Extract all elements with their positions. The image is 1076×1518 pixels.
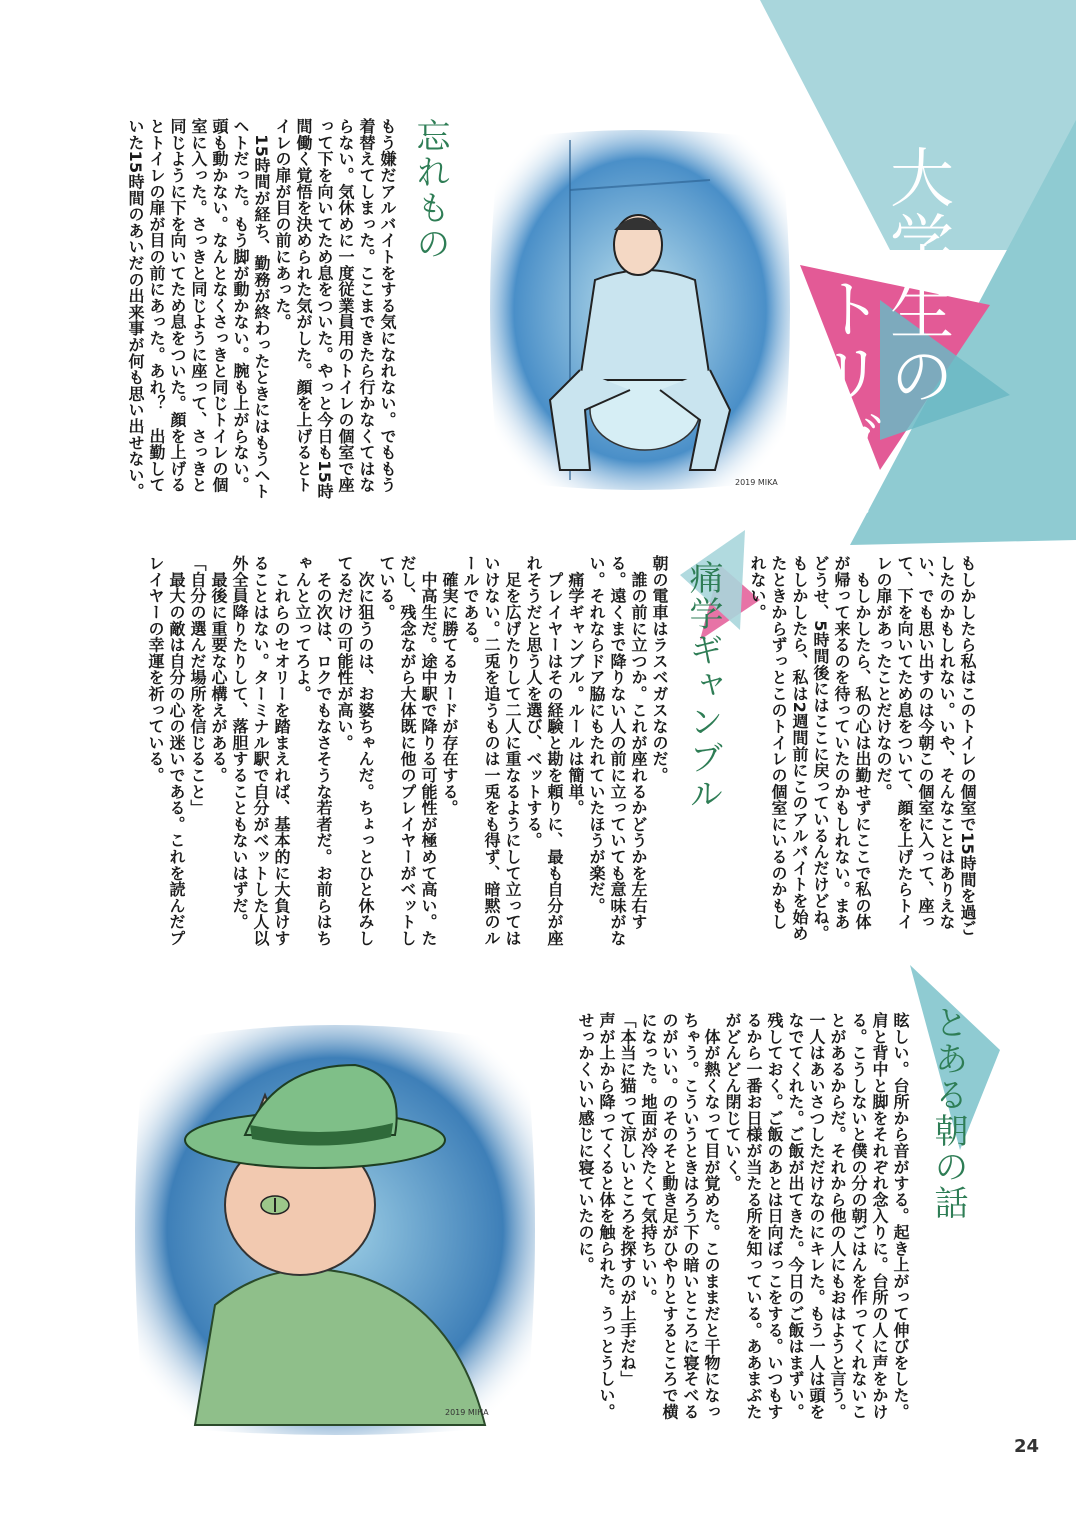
heading-wasuremono: 忘れもの — [410, 118, 450, 262]
illustration-signature: 2019 MIKA — [735, 478, 778, 487]
title-line1: 大学生の — [879, 144, 953, 409]
title-line2: ヒトリゴト — [809, 209, 883, 540]
illustration-signature-cat: 2019 MIHA — [445, 1408, 489, 1417]
page-number: 24 — [1014, 1436, 1040, 1457]
body-toaru-asa: 眩しい。台所から音がする。起き上がって伸びをした。肩と背中と脚をそれぞれ念入りに。台所の人に声をかける。こうしないと僕の分の朝ごはんを作ってくれないことがあるからだ。それから他の人にもおはようと言う。一人はあいさつしただけなのにキレた。もう一人は頭をなでてくれた。ご飯が出てきた。今日のご飯はまずい。残しておく。ご飯のあとは日向ぼっこをする。いつもするから一番お日様が当たる所を知っている。ああまぶたがどんどん閉じていく。 体が熱くなって目が覚めた。このままだと干物になっちゃう。こういうときはろう下の暗いところに寝そべるのがいい。のそのそと動き足がひやりとするところで横になった。地面が冷たくて気持ちいい。 「本当に猫って涼しいところを探すのが上手だね」 声が上から降ってくると体を触られた。うっとうしい。せっかくいい感じに寝ていたのに。 — [576, 1012, 910, 1420]
illustration-man-in-stall — [480, 120, 800, 500]
heading-tsugaku-gamble: 痛学ギャンブル — [683, 560, 723, 812]
body-wasuremono-continued: もしかしたら私はこのトイレの個室で15時間を過ごしたのかもしれない。いや、そんなことはありえない、でも思い出すのは今朝この個室に入って、座って、下を向いてため息をついて、顔を上げたらトイレの扉があったことだけなのだ。 もしかしたら、私の心は出勤せずにここで私の体が帰って来るのを待っていたのかもしれない。まあどうせ、5時間後にはここに戻っているんだけどね。もしかしたら、私は2週間前にこのアルバイトを始めたときからずっとこのトイレの個室にいるのかもしれない。 — [748, 555, 977, 942]
illustration-cat-detective — [125, 1005, 545, 1445]
body-tsugaku-gamble: 朝の電車はラスベガスなのだ。 誰の前に立つか。これが座れるかどうかを左右する。遠くまで降りない人の前に立っていても意味がない。それならドア脇にもたれていたほうが楽だ。 痛学ギャンブル。ルールは簡単。 プレイヤーはその経験と勘を頼りに、最も自分が座れそうだと思う人を選び、ベットする。 足を広げたりして二人に重なるようにして立ってはいけない。二兎を追うものは一兎をも得ず、暗黙のルールである。 確実に勝てるカードが存在する。 中高生だ。途中駅で降りる可能性が極めて高い。ただし、残念ながら大体既に他のプレイヤーがベットしている。 次に狙うのは、お婆ちゃんだ。ちょっとひと休みしてるだけの可能性が高い。 その次は、ロクでもなさそうな若者だ。お前らはちゃんと立ってろよ。 これらのセオリーを踏まえれば、基本的に大負けすることはない。ターミナル駅で自分がベットした人以外全員降りたりして、落胆することもないはずだ。 最後に重要な心構えがある。 「自分の選んだ場所を信じること」 最大の敵は自分の心の迷いである。これを読んだプレイヤーの幸運を祈っている。 — [146, 555, 669, 947]
page-title-line2 — [810, 165, 954, 540]
heading-toaru-asa: とある朝の話 — [928, 1005, 968, 1221]
body-wasuremono: もう嫌だアルバイトをする気になれない。でももう着替えてしまった。ここまできたら行かなくてはならない。気休めに一度従業員用のトイレの個室で座って下を向いてため息をついた。やっと今日も15時間働く覚悟を決められた気がした。顔を上げるとトイレの扉が目の前にあった。 15時間が経ち、勤務が終わったときにはもうヘトヘトだった。もう脚が動かない。腕も上がらない。頭も動かない。なんとなくさっきと同じトイレの個室に入った。さっきと同じように座って、さっきと同じように下を向いてため息をついた。顔を上げるとトイレの扉が目の前にあった。あれ？ 出勤していた15時間のあいだの出来事が何も思い出せない。 — [126, 118, 397, 500]
